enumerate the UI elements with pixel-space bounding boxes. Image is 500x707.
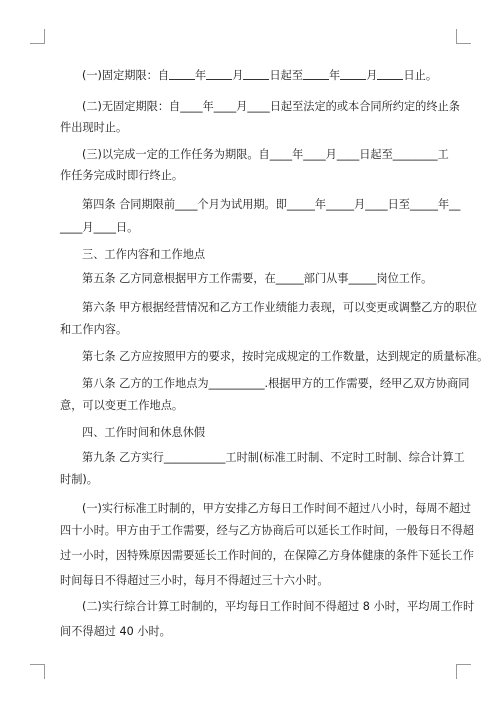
paragraph-standard-hours: (一)实行标准工时制的，甲方安排乙方每日工作时间不超过八小时，每周不超过	[82, 502, 472, 515]
paragraph-comprehensive-hours: (二)实行综合计算工时制的，平均每日工作时间不得超过 8 小时，平均周工作时	[82, 600, 475, 613]
paragraph-standard-hours-2: 四十小时。甲方由于工作需要，经与乙方协商后可以延长工作时间，一般每日不得超	[60, 524, 474, 537]
paragraph-comprehensive-hours-2: 间不得超过 40 小时。	[60, 625, 171, 638]
section-heading-4: 四、工作时间和休息休假	[82, 426, 206, 439]
fill-blank[interactable]	[243, 67, 269, 80]
article-5: 第五条 乙方同意根据甲方工作需要，在_____部门从事_____岗位工作。	[82, 272, 433, 285]
fill-blank[interactable]	[303, 67, 329, 80]
article-4: 第四条 合同期限前____个月为试用期。即_____年_____月____日至_____年__	[82, 198, 461, 211]
text-run: 月	[366, 69, 378, 82]
article-8: 第八条 乙方的工作地点为__________.根据甲方的工作需要，经甲乙双方协商同	[82, 377, 470, 390]
corner-mark-bottom-right	[456, 664, 471, 679]
text-run: 年	[195, 69, 207, 82]
paragraph-standard-hours-3: 过一小时，因特殊原因需要延长工作时间的，在保障乙方身体健康的条件下延长工作	[60, 549, 474, 562]
text-run: (一)固定期限：自	[82, 69, 170, 82]
text-run: 年	[329, 69, 341, 82]
article-9-cont: 时制)。	[60, 473, 98, 486]
paragraph-task-term-cont: 作任务完成时即行终止。	[60, 169, 184, 182]
article-9: 第九条 乙方实行___________工时制(标准工时制、不定时工时制、综合计算工	[82, 451, 465, 464]
article-6-cont: 和工作内容。	[60, 323, 128, 336]
paragraph-task-term: (三)以完成一定的工作任务为期限。自____年____月____日起至________工	[82, 148, 449, 161]
fill-blank[interactable]	[206, 67, 232, 80]
article-6: 第六条 甲方根据经营情况和乙方工作业绩能力表现，可以变更或调整乙方的职位	[82, 301, 478, 314]
section-heading-3: 三、工作内容和工作地点	[82, 248, 206, 261]
corner-mark-top-left	[30, 29, 45, 44]
text-run: 日止。	[403, 69, 438, 82]
text-run: 月	[232, 69, 244, 82]
fill-blank[interactable]	[340, 67, 366, 80]
corner-mark-bottom-left	[30, 664, 45, 679]
text-run: 日起至	[269, 69, 304, 82]
fill-blank[interactable]	[169, 67, 195, 80]
paragraph-open-term: (二)无固定期限：自____年____月____日起至法定的或本合同所约定的终止条	[82, 100, 460, 113]
fill-blank[interactable]	[377, 67, 403, 80]
article-7: 第七条 乙方应按照甲方的要求，按时完成规定的工作数量，达到规定的质量标准。	[82, 350, 489, 363]
paragraph-open-term-cont: 件出现时止。	[60, 121, 128, 134]
paragraph-standard-hours-4: 时间每日不得超过三小时，每月不得超过三十六小时。	[60, 574, 329, 587]
corner-mark-top-right	[456, 29, 471, 44]
paragraph-fixed-term	[60, 67, 442, 85]
article-8-cont: 意，可以变更工作地点。	[60, 399, 184, 412]
article-4-cont: ____月____日。	[60, 221, 139, 234]
